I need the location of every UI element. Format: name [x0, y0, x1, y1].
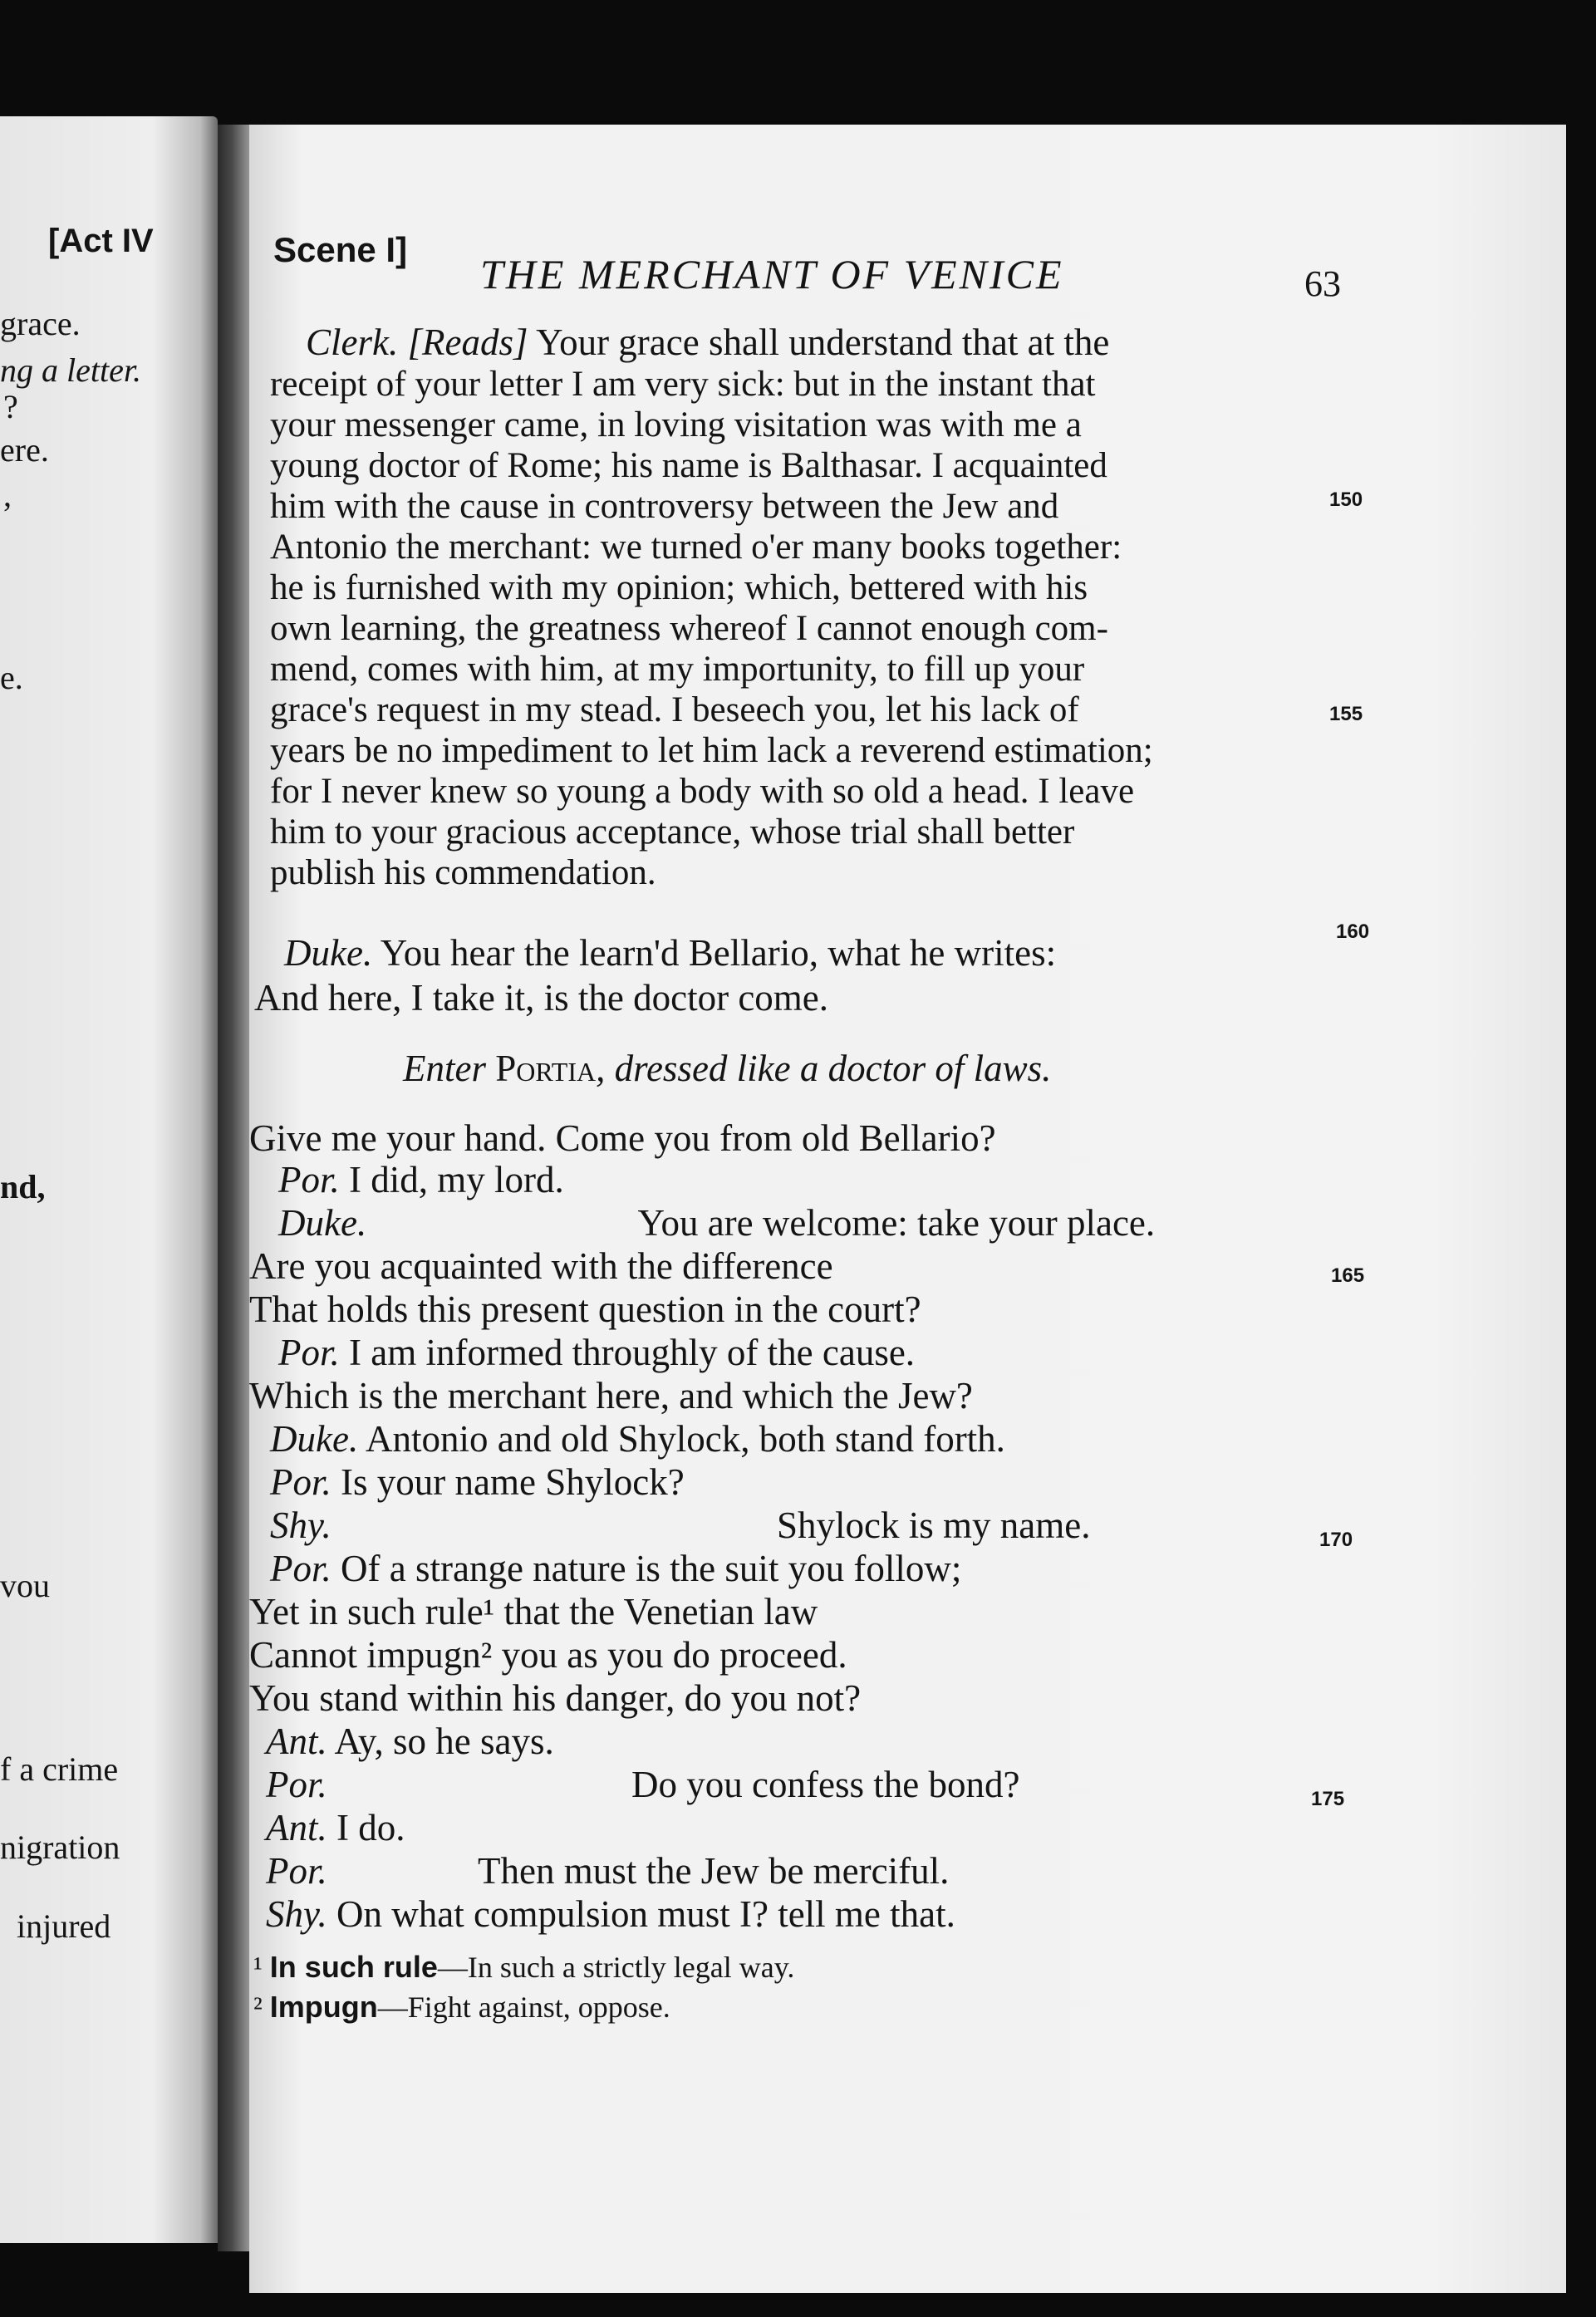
- speaker: Por.: [278, 1159, 340, 1200]
- line-text: You hear the learn'd Bellario, what he writes:: [380, 932, 1057, 974]
- speaker: Duke.: [270, 1418, 359, 1460]
- dialogue-line: [284, 932, 1057, 974]
- speaker: Ant.: [266, 1721, 327, 1762]
- line-number: 150: [1329, 488, 1363, 511]
- line-number: 155: [1329, 703, 1363, 725]
- line-text: Is your name Shylock?: [341, 1461, 685, 1503]
- stage-direction-reads: [Reads]: [407, 322, 528, 363]
- footnote-gloss: —Fight against, oppose.: [377, 1991, 670, 2024]
- dialogue-line: [270, 1550, 961, 1588]
- speaker: Shy.: [270, 1505, 331, 1546]
- dialogue-line: And here, I take it, is the doctor come.: [254, 977, 829, 1019]
- dialogue-line: Give me your hand. Come you from old Bellario?: [249, 1117, 996, 1159]
- dialogue-line: You stand within his danger, do you not?: [249, 1677, 862, 1719]
- line-text: Ay, so he says.: [334, 1721, 554, 1762]
- dialogue-line: Are you acquainted with the difference: [249, 1245, 833, 1287]
- speaker: Shy.: [266, 1893, 327, 1935]
- dialogue-line: [270, 1507, 1090, 1544]
- letter-line: years be no impediment to let him lack a reverend estimation;: [270, 731, 1153, 770]
- left-page-fragment: ,: [3, 476, 12, 513]
- previous-page: [0, 116, 218, 2243]
- footnote-mark: ²: [253, 1991, 263, 2024]
- letter-line: publish his commendation.: [270, 853, 656, 892]
- stage-direction-rest: , dressed like a doctor of laws.: [596, 1048, 1052, 1089]
- footnote-gloss: —In such a strictly legal way.: [437, 1951, 795, 1984]
- speaker: Por.: [266, 1850, 327, 1892]
- line-text: Of a strange nature is the suit you follow;: [341, 1548, 962, 1589]
- dialogue-line: [266, 1809, 405, 1847]
- left-page-fragment: vou: [0, 1567, 50, 1604]
- speaker: Por.: [266, 1764, 327, 1805]
- left-page-fragment: ng a letter.: [0, 351, 141, 389]
- letter-line: him to your gracious acceptance, whose trial shall better: [270, 812, 1075, 852]
- line-number: 160: [1336, 920, 1370, 943]
- line-text: Antonio and old Shylock, both stand forth.: [365, 1418, 1005, 1460]
- letter-line: young doctor of Rome; his name is Balthasar. I acquainted: [270, 446, 1107, 485]
- speaker: Duke.: [284, 932, 373, 974]
- letter-line: receipt of your letter I am very sick: but in the instant that: [270, 365, 1096, 404]
- speaker: Ant.: [266, 1807, 327, 1848]
- line-number: 175: [1311, 1788, 1345, 1810]
- letter-line: him with the cause in controversy between the Jew and: [270, 487, 1059, 526]
- dialogue-line: Yet in such rule¹ that the Venetian law: [249, 1591, 818, 1632]
- line-number: 165: [1331, 1264, 1365, 1287]
- speaker: Por.: [270, 1548, 331, 1589]
- dialogue-line: That holds this present question in the court?: [249, 1289, 921, 1330]
- line-text: You are welcome: take your place.: [637, 1202, 1156, 1244]
- dialogue-line: [270, 1418, 1005, 1460]
- dialogue-line: [278, 1334, 915, 1372]
- letter-line: grace's request in my stead. I beseech you, let his lack of: [270, 690, 1079, 729]
- left-page-fragment: nigration: [0, 1829, 120, 1866]
- letter-first-line: [306, 324, 1109, 361]
- dialogue-line: [270, 1461, 685, 1503]
- scene-label: Scene I]: [273, 230, 408, 269]
- left-page-fragment: ?: [3, 388, 18, 425]
- speaker: Duke.: [278, 1202, 367, 1244]
- stage-direction: [403, 1050, 1051, 1087]
- left-page-fragment: nd,: [0, 1168, 46, 1205]
- left-page-fragment: ere.: [0, 431, 49, 469]
- footnote-term: In such rule: [269, 1950, 438, 1984]
- line-text: Shylock is my name.: [777, 1505, 1091, 1546]
- line-text: On what compulsion must I? tell me that.: [336, 1893, 955, 1935]
- left-page-header: [Act IV: [48, 223, 154, 259]
- letter-line: for I never knew so young a body with so old a head. I leave: [270, 772, 1135, 811]
- dialogue-line: [266, 1723, 554, 1760]
- line-text: I do.: [336, 1807, 405, 1848]
- enter-word: Enter: [403, 1048, 486, 1089]
- line-text: Do you confess the bond?: [631, 1764, 1020, 1805]
- left-page-fragment: grace.: [0, 305, 81, 342]
- letter-line: Your grace shall understand that at the: [536, 322, 1110, 363]
- dialogue-line: [266, 1893, 955, 1935]
- footnote-term: Impugn: [269, 1990, 378, 2024]
- left-page-fragment: f a crime: [0, 1750, 119, 1788]
- speaker: Por.: [270, 1461, 331, 1503]
- letter-line: your messenger came, in loving visitation was with me a: [270, 405, 1082, 444]
- footnote: [253, 1952, 794, 1982]
- left-page-fragment: e.: [0, 659, 23, 696]
- running-title: THE MERCHANT OF VENICE: [480, 251, 1064, 297]
- speaker: Por.: [278, 1332, 340, 1373]
- scan-edge: [1566, 125, 1596, 2317]
- line-text: Then must the Jew be merciful.: [478, 1850, 950, 1892]
- line-text: I am informed throughly of the cause.: [349, 1332, 916, 1373]
- dialogue-line: [278, 1161, 564, 1199]
- letter-line: own learning, the greatness whereof I cannot enough com-: [270, 609, 1108, 648]
- dialogue-line: [266, 1766, 1019, 1804]
- letter-line: Antonio the merchant: we turned o'er many books together:: [270, 528, 1122, 567]
- character-name: Portia: [495, 1048, 597, 1089]
- dialogue-line: [266, 1850, 950, 1892]
- book-page: [249, 125, 1566, 2293]
- speaker-clerk: Clerk.: [306, 322, 399, 363]
- line-text: I did, my lord.: [349, 1159, 564, 1200]
- dialogue-line: [278, 1202, 1156, 1244]
- footnote: [253, 1992, 670, 2022]
- dialogue-line: Which is the merchant here, and which the Jew?: [249, 1375, 973, 1416]
- letter-line: mend, comes with him, at my importunity, to fill up your: [270, 650, 1085, 689]
- footnote-mark: ¹: [253, 1951, 263, 1984]
- page-number: 63: [1304, 263, 1341, 304]
- letter-line: he is furnished with my opinion; which, bettered with his: [270, 568, 1088, 607]
- line-number: 170: [1319, 1529, 1353, 1551]
- left-page-fragment: injured: [17, 1907, 111, 1945]
- dialogue-line: Cannot impugn² you as you do proceed.: [249, 1634, 847, 1676]
